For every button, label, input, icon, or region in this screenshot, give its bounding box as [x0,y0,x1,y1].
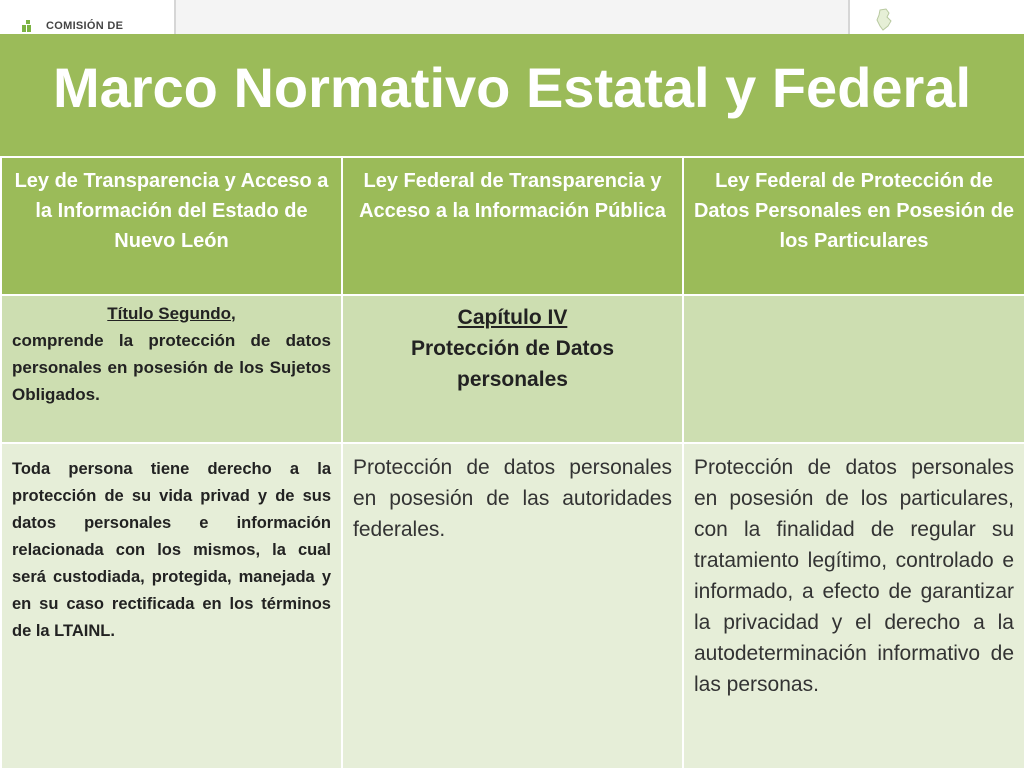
cell-text: Protección de datos personales en posesión de las autoridades federales. [353,456,672,541]
table-cell [342,443,683,768]
table-cell [342,295,683,443]
table-cell-empty [683,295,1024,443]
cell-text: Protección de Datos personales [410,337,615,391]
column-header-federal-transparency-law: Ley Federal de Transparencia y Acceso a la Información Pública [342,157,683,295]
top-logo-strip [0,0,1024,36]
cell-text: Protección de datos personales en posesión de los particulares, con la finalidad de regular su tratamiento legítimo, controlado e informado, a efecto de garantizar la privacidad y el derecho a la autodeterminación informativo de las personas. [694,456,1014,696]
commission-logo-icon [22,20,34,32]
section-heading: Título Segundo [107,304,231,323]
table-cell [683,443,1024,768]
table-row [1,443,1024,768]
cell-text: comprende la protección de datos personales en posesión de los Sujetos Obligados. [12,331,331,404]
section-heading: Capítulo IV [457,306,568,329]
comparison-table [0,156,1024,768]
state-map-icon [874,8,894,32]
column-header-federal-data-protection-law: Ley Federal de Protección de Datos Personales en Posesión de los Particulares [683,157,1024,295]
page-title: Marco Normativo Estatal y Federal [52,56,972,119]
column-header-state-law: Ley de Transparencia y Acceso a la Información del Estado de Nuevo León [1,157,342,295]
table-row [1,295,1024,443]
table-cell [1,443,342,768]
table-cell: Título Segundo, comprende la protección de datos personales en posesión de los Sujetos Obligados. [1,295,342,443]
left-logo-panel [0,0,176,36]
cell-text: Toda persona tiene derecho a la protección de su vida privad y de sus datos personales e información relacionada con los mismos, la cual será custodiada, protegida, manejada y en su caso rectificada en los términos de la LTAINL. [12,460,331,640]
table-header-row [1,157,1024,295]
right-logo-panel [848,0,1024,36]
logo-text: COMISIÓN DE [46,20,124,32]
